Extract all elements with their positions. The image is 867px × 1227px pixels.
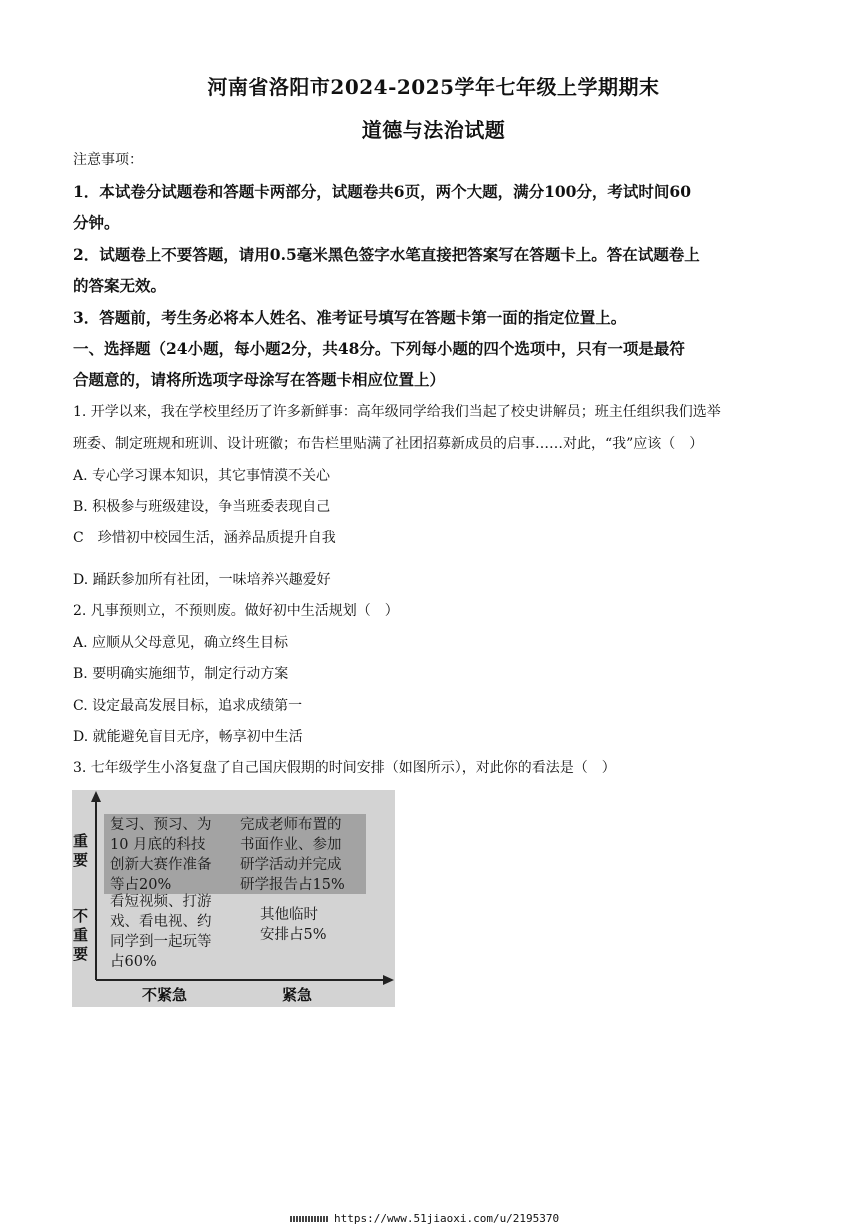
q2-option-c: C. 设定最高发展目标，追求成绩第一: [73, 698, 303, 714]
notice-heading: 注意事项：: [73, 152, 143, 168]
quadrant-not-important-not-urgent: 看短视频、打游 戏、看电视、约 同学到一起玩等 占60%: [110, 894, 212, 970]
x-axis-arrow: [383, 975, 394, 985]
quadrant-important-urgent: 完成老师布置的 书面作业、参加 研学活动并完成 研学报告占15%: [240, 817, 345, 893]
notice-item-1a: 1．本试卷分试题卷和答题卡两部分，试题卷共6页，两个大题，满分100分，考试时间60: [73, 182, 691, 201]
q2-option-d: D. 就能避免盲目无序，畅享初中生活: [73, 729, 303, 745]
exam-title-line1: 河南省洛阳市2024-2025学年七年级上学期期末: [207, 75, 660, 99]
q1-option-a: A. 专心学习课本知识，其它事情漠不关心: [73, 468, 331, 484]
y-axis-arrow: [91, 791, 101, 802]
q2-stem: 2. 凡事预则立，不预则废。做好初中生活规划（ ）: [73, 603, 399, 619]
y-label-not-important: 不重要: [73, 907, 89, 963]
notice-item-3: 3．答题前，考生务必将本人姓名、准考证号填写在答题卡第一面的指定位置上。: [73, 308, 627, 327]
q1-option-b: B. 积极参与班级建设，争当班委表现自己: [73, 499, 331, 515]
notice-item-2a: 2．试题卷上不要答题，请用0.5毫米黑色签字水笔直接把答案写在答题卡上。答在试题卷上: [73, 245, 700, 264]
section-heading-a: 一、选择题（24小题，每小题2分，共48分。下列每小题的四个选项中，只有一项是最符: [73, 339, 685, 358]
q1-option-c: C 珍惜初中校园生活，涵养品质提升自我: [73, 530, 336, 546]
site-logo-icon: [290, 1216, 328, 1222]
q2-option-b: B. 要明确实施细节，制定行动方案: [73, 666, 289, 682]
quadrant-important-not-urgent: 复习、预习、为 10 月底的科技 创新大赛作准备 等占20%: [110, 817, 212, 893]
source-url[interactable]: https://www.51jiaoxi.com/u/2195370: [334, 1212, 560, 1225]
quadrant-not-important-urgent: 其他临时 安排占5%: [260, 907, 327, 943]
q3-stem: 3. 七年级学生小洛复盘了自己国庆假期的时间安排（如图所示），对此你的看法是（ ）: [73, 760, 616, 776]
q1-stem-b: 班委、制定班规和班训、设计班徽；布告栏里贴满了社团招募新成员的启事……对此，“我”应该（ ）: [73, 436, 704, 452]
q2-option-a: A. 应顺从父母意见，确立终生目标: [73, 635, 289, 651]
notice-item-2b: 的答案无效。: [73, 276, 167, 295]
notice-item-1b: 分钟。: [73, 213, 120, 232]
x-label-not-urgent: 不紧急: [142, 986, 188, 1004]
exam-title-line2: 道德与法治试题: [361, 118, 506, 142]
q1-option-d: D. 踊跃参加所有社团，一味培养兴趣爱好: [73, 572, 331, 588]
source-watermark: [290, 1212, 559, 1225]
y-label-important: 重要: [73, 832, 89, 869]
section-heading-b: 合题意的，请将所选项字母涂写在答题卡相应位置上）: [73, 370, 446, 389]
x-label-urgent: 紧急: [282, 986, 313, 1004]
q1-stem-a: 1. 开学以来，我在学校里经历了许多新鲜事：高年级同学给我们当起了校史讲解员；班主任组织我们选举: [73, 404, 721, 420]
time-quadrant-figure: [72, 790, 395, 1007]
